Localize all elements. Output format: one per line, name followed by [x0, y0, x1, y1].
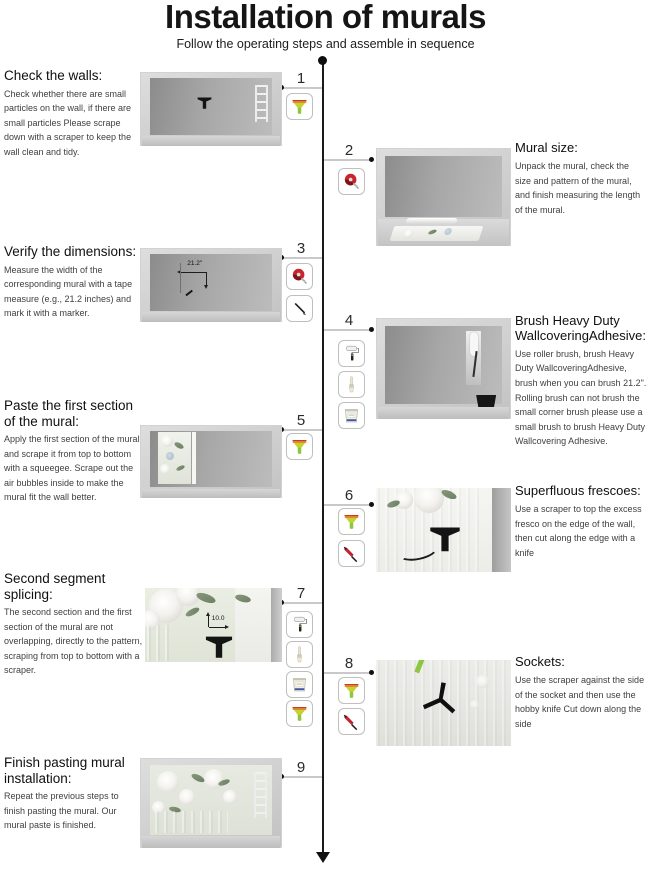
dimension-label: 10.0	[211, 614, 225, 622]
wall-edge-strip	[492, 488, 511, 572]
step-5-title: Paste the first section of the mural:	[4, 398, 134, 429]
marker-pen-icon	[286, 295, 313, 322]
step-2-connector	[324, 159, 372, 161]
measured-edge-line	[180, 263, 181, 293]
utility-knife-icon	[338, 708, 365, 735]
step-9-body: Repeat the previous steps to finish pasting the mural. Our mural paste is finished.	[4, 791, 119, 831]
step-3-body: Measure the width of the corresponding mural with a tape measure (e.g., 21.2 inches) and mark it with a marker.	[4, 264, 133, 319]
step-8-text	[515, 655, 647, 731]
step-7-number: 7	[296, 585, 306, 602]
step-1-text	[4, 68, 140, 159]
step-5-image	[140, 425, 282, 498]
step-3-text	[4, 244, 142, 321]
step-2-wall	[385, 156, 501, 217]
step-4-body: Use roller brush, brush Heavy Duty WallcoveringAdhesive, brush when you can brush 21.2". Rolling brush can not brush the small corner brush please use a small brush to brush Heavy Duty Wallcovering Adhesive.	[515, 348, 647, 447]
squeegee-icon	[338, 508, 365, 535]
step-1-image	[140, 72, 282, 146]
step-4-floor	[378, 407, 509, 419]
step-4-image	[376, 318, 511, 419]
timeline-arrow-icon	[316, 852, 330, 863]
ladder	[255, 85, 268, 123]
step-8-connector-dot	[369, 670, 374, 675]
mural-edge-strip	[192, 432, 196, 484]
step-3-connector	[281, 257, 322, 259]
step-9-number: 9	[296, 759, 306, 776]
step-4-connector-dot	[369, 327, 374, 332]
step-1-floor	[142, 136, 280, 146]
roller-brush-icon	[338, 340, 365, 367]
step-6-number: 6	[344, 487, 354, 504]
step-3-image	[140, 248, 282, 322]
step-2-title: Mural size:	[515, 140, 578, 155]
squeegee-icon	[286, 433, 313, 460]
step-3-title: Verify the dimensions:	[4, 244, 137, 259]
step-4-connector	[324, 329, 372, 331]
dimension-label: 21.2"	[187, 259, 203, 267]
tape-measure-icon	[286, 263, 313, 290]
roller-brush-icon	[286, 611, 313, 638]
utility-knife-icon	[338, 540, 365, 567]
timeline-line	[322, 61, 324, 855]
step-9-title: Finish pasting mural installation:	[4, 755, 125, 786]
step-6-title: Superfluous frescoes:	[515, 483, 641, 498]
step-4-wall	[385, 326, 501, 404]
marker-tick	[186, 289, 193, 295]
page-subtitle: Follow the operating steps and assemble in sequence	[176, 37, 475, 51]
step-1-connector	[281, 87, 322, 89]
step-2-text	[515, 141, 647, 217]
step-5-body: Apply the first section of the mural and scrape it from top to bottom with a squeegee. Scrape out the air bubbles inside to make the mural fit the wall better.	[4, 434, 140, 503]
step-8-title: Sockets:	[515, 654, 565, 669]
adhesive-bucket-icon	[338, 402, 365, 429]
step-9-wall-mural	[150, 765, 272, 834]
step-5-text	[4, 398, 140, 505]
step-4-title: Brush Heavy Duty WallcoveringAdhesive:	[515, 313, 647, 343]
step-2-body: Unpack the mural, check the size and pattern of the mural, and finish measuring the length of the mural.	[515, 160, 641, 215]
mural-flower	[470, 700, 479, 709]
step-9-image	[140, 758, 282, 848]
step-8-number: 8	[344, 655, 354, 672]
step-1-number: 1	[296, 70, 306, 87]
step-1-body: Check whether there are small particles on the wall, if there are small particles Please scrape down with a scraper to keep the wall clean and tidy.	[4, 88, 132, 157]
step-7-title: Second segment splicing:	[4, 571, 106, 602]
squeegee-silhouette-icon	[203, 630, 235, 662]
step-8-body: Use the scraper against the side of the socket and then use the hobby knife Cut down along the side	[515, 674, 645, 729]
step-7-text	[4, 571, 144, 678]
step-3-number: 3	[296, 240, 306, 257]
step-7-connector	[281, 602, 322, 604]
step-6-image	[376, 488, 511, 572]
mural-first-section	[158, 432, 191, 484]
small-brush-icon	[286, 641, 313, 668]
step-3-wall	[150, 254, 272, 311]
step-1-wall	[150, 78, 272, 135]
squeegee-icon	[286, 93, 313, 120]
step-5-number: 5	[296, 412, 306, 429]
adhesive-bucket-icon	[286, 671, 313, 698]
ladder	[254, 772, 267, 818]
step-1-title: Check the walls:	[4, 68, 103, 83]
small-brush-icon	[338, 371, 365, 398]
step-2-image	[376, 148, 511, 246]
step-2-number: 2	[344, 142, 354, 159]
dimension-annotation	[179, 260, 223, 290]
step-7-image	[145, 588, 282, 662]
step-3-floor	[142, 312, 280, 322]
timeline-start-dot	[318, 56, 327, 65]
step-9-connector	[281, 776, 322, 778]
step-8-connector	[324, 672, 372, 674]
step-6-text	[515, 484, 649, 560]
page-title: Installation of murals	[165, 0, 486, 35]
step-6-body: Use a scraper to top the excess fresco on the edge of the wall, then cut along the edge with a knife	[515, 503, 642, 558]
step-5-wall	[150, 431, 272, 487]
step-7-body: The second section and the first section of the mural are not overlapping, directly to the pattern, scraping from top to bottom with a scraper.	[4, 607, 143, 676]
step-2-connector-dot	[369, 157, 374, 162]
step-9-floor	[142, 836, 280, 848]
tape-measure-icon	[338, 168, 365, 195]
step-5-floor	[142, 489, 280, 498]
squeegee-icon	[338, 677, 365, 704]
step-6-connector-dot	[369, 502, 374, 507]
step-9-text	[4, 755, 140, 833]
mural-roll-tube	[405, 218, 458, 224]
mural-roll-flat	[390, 226, 484, 241]
step-4-number: 4	[344, 312, 354, 329]
step-5-connector	[281, 429, 322, 431]
step-6-connector	[324, 504, 372, 506]
step-4-text	[515, 314, 647, 449]
squeegee-silhouette-icon	[196, 94, 213, 111]
wall-edge-strip	[271, 588, 282, 662]
step-8-image	[376, 660, 511, 746]
squeegee-icon	[286, 700, 313, 727]
socket-cut-icon	[413, 675, 466, 728]
mural-leaf	[235, 594, 252, 605]
